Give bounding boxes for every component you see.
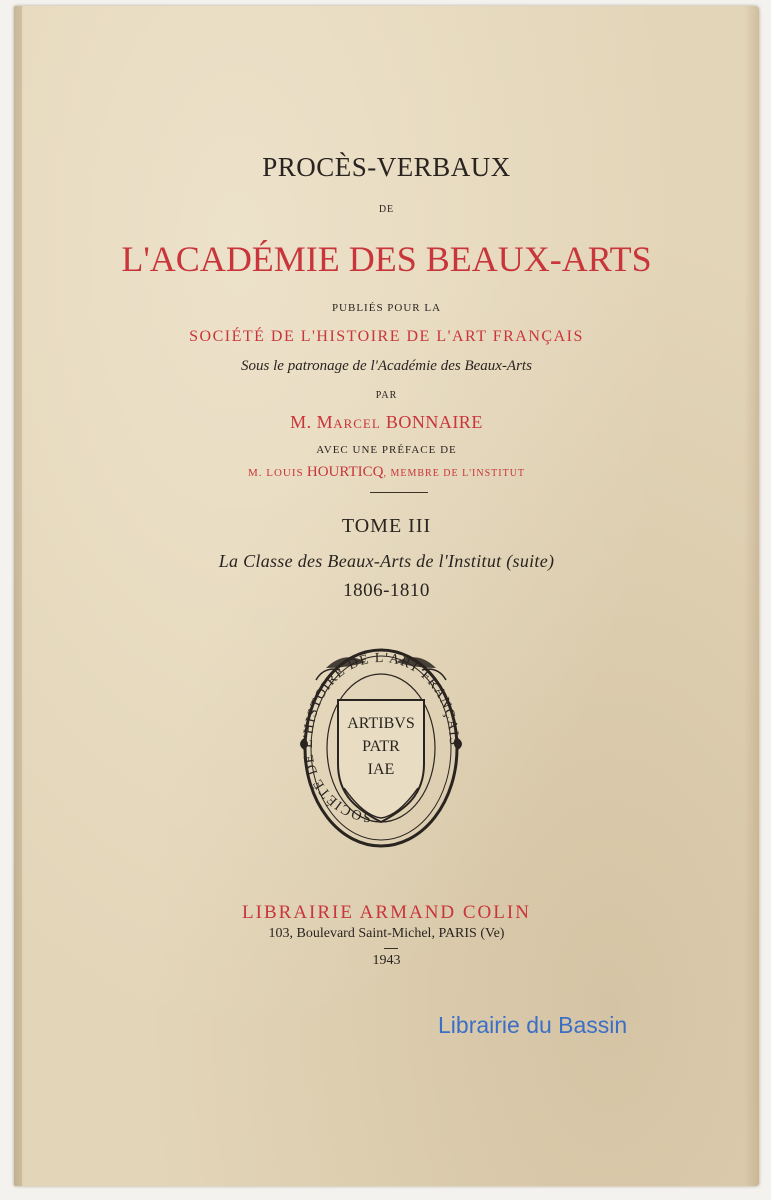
publies-label: PUBLIÉS POUR LA <box>331 302 442 314</box>
title-de: DE <box>378 204 395 215</box>
seal-ring-text: SOCIÉTÉ DE L'HISTOIRE DE L'ART FRANÇAIS <box>300 650 462 825</box>
patronage-line: Sous le patronage de l'Académie des Beaux-Arts <box>241 358 532 374</box>
publication-year: 1943 <box>372 953 401 968</box>
preface-label: AVEC UNE PRÉFACE DE <box>316 444 457 456</box>
seller-watermark: Librairie du Bassin <box>438 1012 628 1038</box>
publisher-address: 103, Boulevard Saint-Michel, PARIS (Ve) <box>268 926 505 941</box>
short-rule <box>384 948 398 949</box>
title-line-2: L'ACADÉMIE DES BEAUX-ARTS <box>121 239 652 279</box>
publisher-name: LIBRAIRIE ARMAND COLIN <box>242 902 531 923</box>
society-seal <box>286 638 476 866</box>
title-line-1: PROCÈS-VERBAUX <box>262 152 511 182</box>
seal-motto-1: ARTIBVS <box>347 715 415 732</box>
book-cover <box>14 6 759 1186</box>
years-range: 1806-1810 <box>343 580 430 601</box>
preface-prefix: M. LOUIS <box>247 467 304 479</box>
preface-name: HOURTICQ <box>306 464 384 480</box>
tome-subtitle: La Classe des Beaux-Arts de l'Institut (suite) <box>218 551 555 571</box>
preface-line <box>14 464 759 481</box>
societe-label: SOCIÉTÉ DE L'HISTOIRE DE L'ART FRANÇAIS <box>189 328 584 345</box>
seal-motto-2: PATR <box>362 738 400 755</box>
author-surname: BONNAIRE <box>385 412 483 432</box>
author-prefix: M. M <box>290 412 334 432</box>
author-line <box>14 412 759 433</box>
tome-label: TOME III <box>341 515 432 537</box>
divider-rule <box>370 492 428 493</box>
preface-suffix: , MEMBRE DE L'INSTITUT <box>383 468 526 479</box>
author-given-name: ARCEL <box>333 416 381 431</box>
seal-motto-3: IAE <box>367 761 395 778</box>
seal-emblem-icon <box>286 638 476 866</box>
par-label: PAR <box>375 390 398 401</box>
